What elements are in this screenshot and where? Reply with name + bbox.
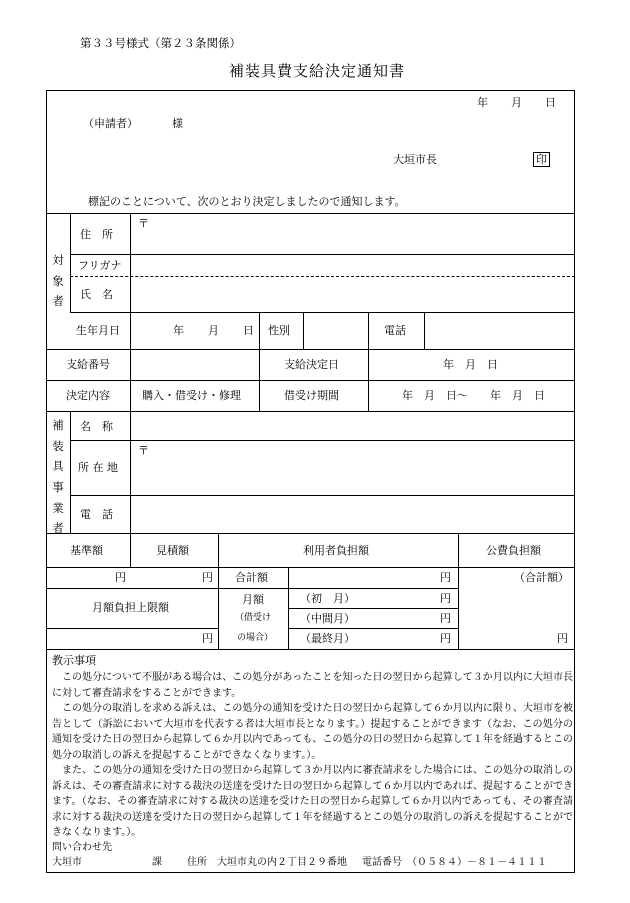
vendor-name-label: 名 称 [80,420,113,433]
applicant-sama: 様 [172,117,183,130]
first-month-label: （初 月） [300,592,355,605]
rule [46,567,575,568]
rule [130,213,131,533]
monthly-cap-label: 月額負担上限額 [92,601,169,614]
date-year: 年 [477,96,488,109]
decision-content-label: 決定内容 [66,389,110,402]
rule [70,495,575,496]
yen-last-month: 円 [440,632,451,645]
vendor-side-label: 補装具事業者 [52,418,64,536]
rental-period: 年 月 日～ 年 月 日 [402,389,545,402]
dob-day: 日 [243,324,254,337]
rule [46,380,575,381]
vendor-location-label: 所 在 地 [78,461,118,474]
total-label: 合計額 [235,571,268,584]
dob-year: 年 [173,324,184,337]
yen-standard: 円 [115,571,126,584]
dob-month: 月 [208,324,219,337]
page-title: 補装具費支給決定通知書 [229,62,406,80]
yen-middle-month: 円 [440,612,451,625]
address-label: 住 所 [80,228,113,241]
rule [70,411,71,533]
contact-label: 問い合わせ先 [52,842,112,853]
yen-monthly-cap: 円 [202,632,213,645]
middle-month-label: （中間月） [300,612,355,625]
rule [70,312,575,313]
rule [288,567,289,649]
contact-address: 住所 大垣市丸の内２丁目２９番地 [187,857,347,868]
notice-heading: 教示事項 [52,654,96,667]
rule [70,213,71,312]
contact-phone: 電話番号 （０５８４）－８１－４１１１ [362,857,547,868]
rule [46,628,218,629]
rule [303,312,304,349]
rule [46,588,458,589]
rule [70,276,575,277]
standard-amount-label: 基準額 [70,544,103,557]
rental-period-label: 借受け期間 [284,389,339,402]
public-burden-label: 公費負担額 [486,544,541,557]
rule [130,533,131,567]
rule [46,649,575,650]
name-label: 氏 名 [80,288,113,301]
rule [46,533,575,534]
rule [70,440,575,441]
contact-city: 大垣市 [52,857,82,868]
decision-content-value: 購入・借受け・修理 [142,389,241,402]
seal-mark: 印 [533,152,550,167]
rule [288,628,458,629]
intro-text: 標記のことについて、次のとおり決定しましたので通知します。 [88,195,406,208]
rule [259,312,260,411]
subject-side-label: 対象者 [52,253,64,309]
notice-paragraph: また、この処分の通知を受けた日の翌日から起算して３か月以内に審査請求をした場合には、この処分の取消しの訴えは、その審査請求に対する裁決の送達を受けた日の翌日から起算して６か月以内であれば、提起することができます。（なお、その審査請求に対する裁決の送達を受けた日の翌日から起算して６か月以内であっても、その審査請求に対する裁決の送達を受けた日の翌日から起算して１年を経過するとこの処分の取消しの訴えを提起することができなくなります。）。 [52,765,573,838]
decision-date-label: 支給決定日 [284,358,339,371]
rule [46,411,575,412]
rental-case-line1: （借受け [235,613,272,623]
date-month: 月 [511,96,522,109]
vendor-phone-label: 電 話 [80,508,113,521]
yen-public: 円 [557,632,568,645]
postal-mark: 〒 [138,217,149,230]
decision-date: 年 月 日 [443,358,498,371]
rule [70,254,575,255]
notice-paragraph: この処分について不服がある場合は、この処分があったことを知った日の翌日から起算して３か月以内に大垣市長に対して審査請求をすることができます。 [52,672,573,699]
rule [218,533,219,649]
yen-first-month: 円 [440,592,451,605]
monthly-label: 月額 [242,593,264,606]
rule [424,312,425,349]
last-month-label: （最終月） [300,632,355,645]
yen-estimate: 円 [202,571,213,584]
estimate-amount-label: 見積額 [156,544,189,557]
issuer: 大垣市長 [393,153,437,166]
rental-case-line2: の場合） [237,633,274,643]
dob-label: 生年月日 [76,324,120,337]
rule [458,533,459,649]
contact-section: 課 [152,857,162,868]
rule [46,213,575,214]
vendor-postal-mark: 〒 [138,444,149,457]
notice-body [52,670,573,841]
yen-total: 円 [440,571,451,584]
sex-label: 性別 [268,324,290,337]
applicant-label: （申請者） [83,117,138,130]
public-total-label: （合計額） [514,571,569,584]
notice-paragraph: この処分の取消しを求める訴えは、この処分の通知を受けた日の翌日から起算して６か月以内に限り、大垣市を被告として（訴訟において大垣市を代表する者は大垣市長となります。）提起することができます（なお、この処分の通知を受けた日の翌日から起算して６か月以内であっても、この処分の日の翌日から起算して１年を経過するとこの処分の取消しの訴えを提起することができなくなります。）。 [52,703,573,761]
furigana-label: フリガナ [78,259,122,272]
user-burden-label: 利用者負担額 [303,544,369,557]
rule [46,349,575,350]
payment-number-label: 支給番号 [66,358,110,371]
rule [368,312,369,411]
date-day: 日 [545,96,556,109]
form-number: 第３３号様式（第２３条関係） [80,36,241,50]
rule [288,608,458,609]
phone-label: 電話 [384,324,406,337]
